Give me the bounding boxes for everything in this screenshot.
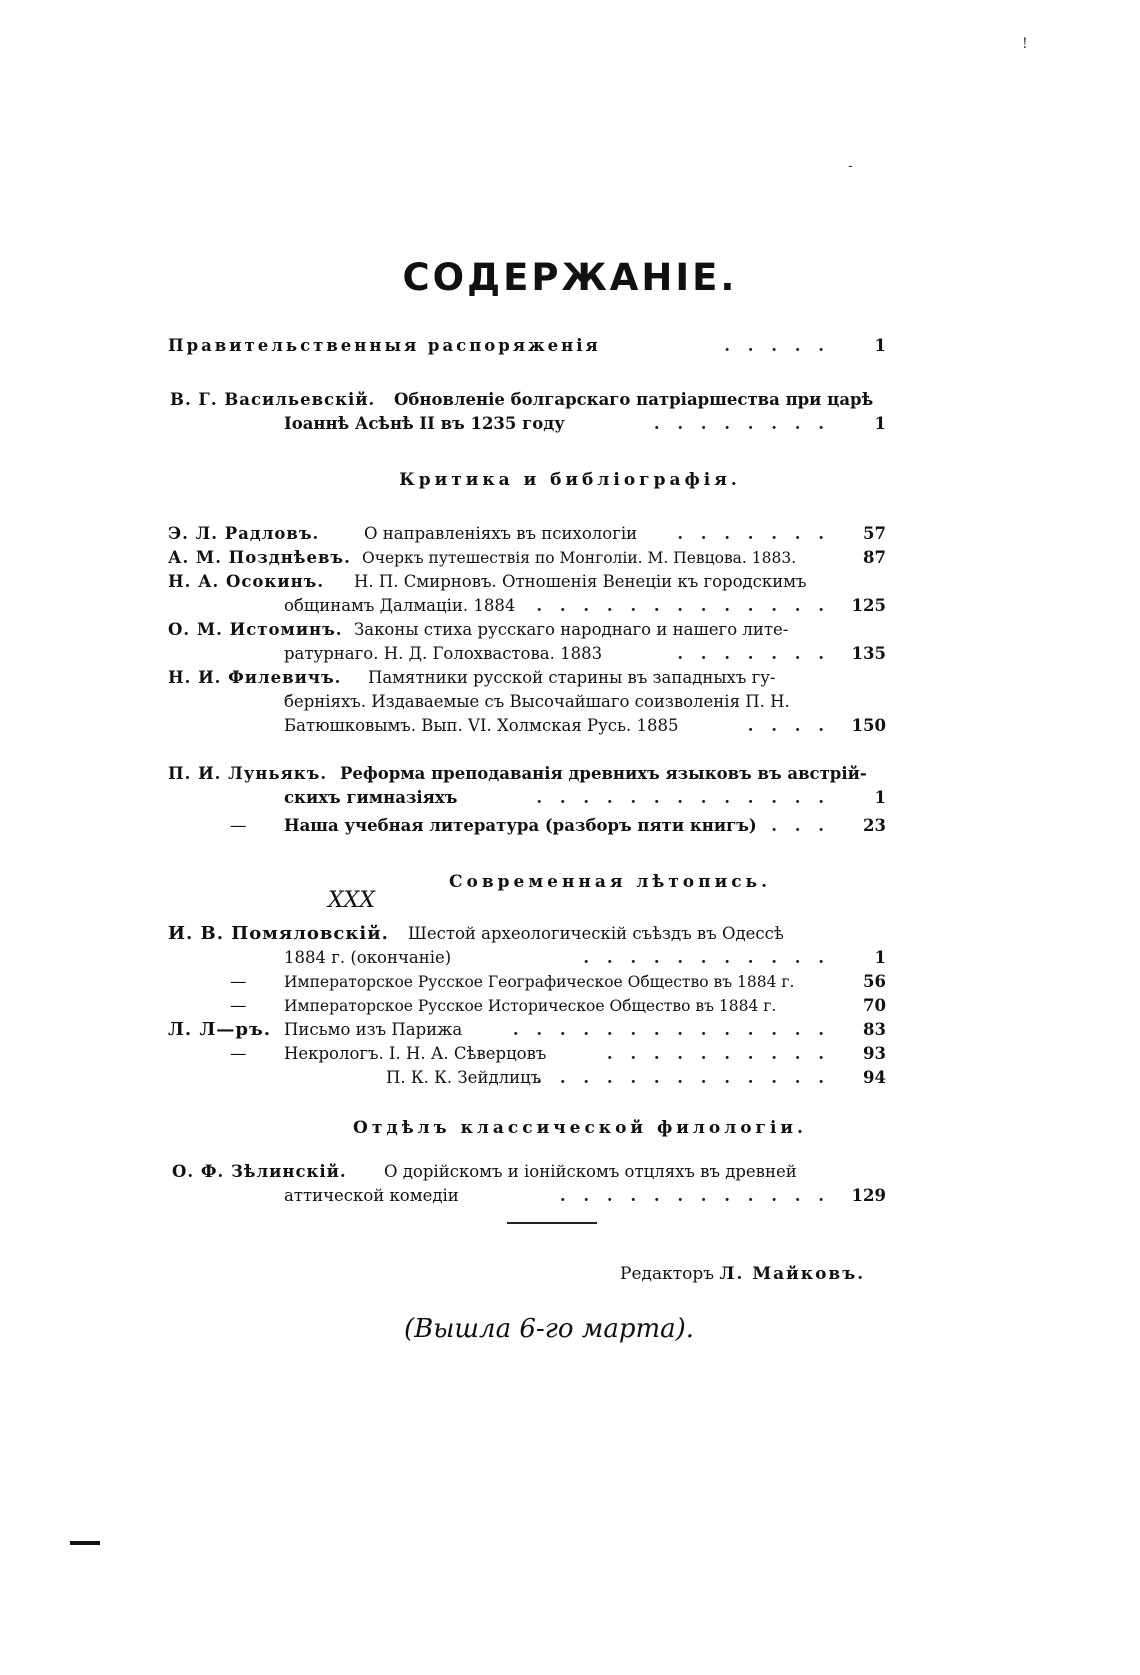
entry-text: 1884 г. (окончаніе) xyxy=(284,948,452,967)
entry-author: Н. И. Филевичъ. xyxy=(168,668,342,687)
entry-dash: — xyxy=(230,1044,247,1063)
entry-author: Н. А. Осокинъ. xyxy=(168,572,325,591)
entry-text: Батюшковымъ. Вып. VI. Холмская Русь. 1885 xyxy=(284,716,679,735)
entry-author: О. М. Истоминъ. xyxy=(168,620,343,639)
entry-vasilevsky xyxy=(170,388,886,436)
leader-dots: . . . . . . . xyxy=(677,524,830,543)
entry-text: аттической комедіи xyxy=(284,1186,459,1205)
page-number: 150 xyxy=(851,716,886,735)
page-number: 129 xyxy=(851,1186,886,1205)
entry-letter-paris xyxy=(168,1018,886,1042)
entry-obituary-zeidlitz xyxy=(176,1066,886,1090)
entry-pozdneev xyxy=(168,546,886,570)
entry-text: Некрологъ. І. Н. А. Сѣверцовъ xyxy=(284,1044,547,1063)
entry-dash: — xyxy=(230,996,247,1015)
editor-label: Редакторъ xyxy=(620,1264,715,1284)
entry-obituary-severtsov xyxy=(176,1042,886,1066)
entry-text: Обновленіе болгарскаго патріаршества при царѣ xyxy=(394,390,874,409)
entry-lunyak xyxy=(168,762,886,810)
editor-line xyxy=(620,1264,865,1284)
entry-text: Шестой археологическій съѣздъ въ Одессѣ xyxy=(408,924,784,943)
editor-name: Л. Майковъ. xyxy=(719,1264,866,1284)
leader-dots: . . . . . xyxy=(724,336,830,355)
entry-text: Законы стиха русскаго народнаго и нашего лите- xyxy=(354,620,789,639)
entry-geographic-society xyxy=(176,970,886,994)
entry-text: Памятники русской старины въ западныхъ гу- xyxy=(368,668,776,687)
page-number: 1 xyxy=(874,336,886,355)
entry-filevich xyxy=(168,666,886,738)
leader-dots: . . . xyxy=(771,816,830,835)
leader-dots: . . . . . . . xyxy=(677,644,830,663)
entry-text: Н. П. Смирновъ. Отношенія Венеціи къ городскимъ xyxy=(354,572,807,591)
entry-author: И. В. Помяловскій. xyxy=(168,923,389,944)
page-number: 1 xyxy=(874,414,886,433)
leader-dots: . . . . . . . . . . . xyxy=(583,948,830,967)
section-heading-government: Правительственныя распоряженія xyxy=(168,336,601,355)
leader-dots: . . . . xyxy=(747,716,830,735)
entry-text: Императорское Русское Историческое Общество въ 1884 г. xyxy=(284,997,777,1015)
entry-our-literature xyxy=(176,814,886,838)
handwritten-mark: XXX xyxy=(328,888,375,913)
leader-dots: . . . . . . . . . . . . . . xyxy=(512,1020,830,1039)
page-number: 23 xyxy=(863,816,886,835)
leader-dots: . . . . . . . . . . . . . xyxy=(536,788,830,807)
handwritten-note: (Вышла 6-го марта). xyxy=(404,1314,695,1344)
entry-pomyalovsky xyxy=(168,922,886,970)
entry-text: скихъ гимназіяхъ xyxy=(284,788,458,807)
page-title: СОДЕРЖАНІЕ. xyxy=(402,256,738,299)
page-number: 125 xyxy=(851,596,886,615)
entry-text: О направленіяхъ въ психологіи xyxy=(364,524,638,543)
entry-text: ратурнаго. Н. Д. Голохвастова. 1883 xyxy=(284,644,603,663)
entry-dash: — xyxy=(230,972,247,991)
entry-government-orders xyxy=(168,334,886,358)
page-number: 87 xyxy=(863,548,886,567)
margin-dash-mark: - xyxy=(848,158,853,174)
entry-osokin xyxy=(168,570,886,618)
entry-text: Іоаннѣ Асѣнѣ II въ 1235 году xyxy=(284,414,565,433)
page-number: 70 xyxy=(863,996,886,1015)
entry-dash: — xyxy=(230,816,247,835)
leader-dots: . . . . . . . . . . . . . xyxy=(536,596,830,615)
entry-text: берніяхъ. Издаваемые съ Высочайшаго соизволенія П. Н. xyxy=(284,692,790,711)
margin-bar-mark xyxy=(70,1541,100,1545)
leader-dots: . . . . . . . . xyxy=(653,414,830,433)
page-number: 83 xyxy=(863,1020,886,1039)
entry-zelinsky xyxy=(172,1160,886,1208)
entry-text: П. К. К. Зейдлицъ xyxy=(386,1068,542,1087)
entry-text: Реформа преподаванія древнихъ языковъ въ австрій- xyxy=(340,764,867,783)
entry-text: Императорское Русское Географическое Общество въ 1884 г. xyxy=(284,973,795,991)
entry-author: О. Ф. Зѣлинскій. xyxy=(172,1162,347,1181)
entry-author: Э. Л. Радловъ. xyxy=(168,524,320,543)
divider-rule xyxy=(507,1222,597,1224)
leader-dots: . . . . . . . . . . . . . xyxy=(536,1068,830,1087)
entry-text: Очеркъ путешествія по Монголіи. М. Певцова. 1883. xyxy=(362,549,797,567)
page-number: 1 xyxy=(874,788,886,807)
section-heading-classical: Отдѣлъ классической филологіи. xyxy=(353,1118,807,1138)
page-number: 93 xyxy=(863,1044,886,1063)
margin-tick-mark: ! xyxy=(1022,36,1028,52)
page-number: 94 xyxy=(863,1068,886,1087)
section-heading-critique: Критика и библіографія. xyxy=(399,470,741,490)
leader-dots: . . . . . . . . . . . . xyxy=(559,1186,830,1205)
entry-text: Наша учебная литература (разборъ пяти книгъ) xyxy=(284,816,757,835)
page-number: 135 xyxy=(851,644,886,663)
entry-text: Письмо изъ Парижа xyxy=(284,1020,463,1039)
page-number: 57 xyxy=(863,524,886,543)
page-number: 1 xyxy=(874,948,886,967)
leader-dots: . . . . . . . . . . xyxy=(606,1044,830,1063)
entry-author: Л. Л—ръ. xyxy=(168,1019,272,1040)
entry-author: В. Г. Васильевскій. xyxy=(170,390,376,409)
entry-text: общинамъ Далмаціи. 1884 xyxy=(284,596,516,615)
entry-author: П. И. Луньякъ. xyxy=(168,764,328,783)
entry-text: О дорійскомъ и іонійскомъ отцляхъ въ древней xyxy=(384,1162,797,1181)
entry-istomin xyxy=(168,618,886,666)
entry-author: А. М. Позднѣевъ. xyxy=(168,548,351,567)
section-heading-chronicle: Современная лѣтопись. xyxy=(448,872,772,892)
entry-historical-society xyxy=(176,994,886,1018)
page-number: 56 xyxy=(863,972,886,991)
entry-radlov xyxy=(168,522,886,546)
